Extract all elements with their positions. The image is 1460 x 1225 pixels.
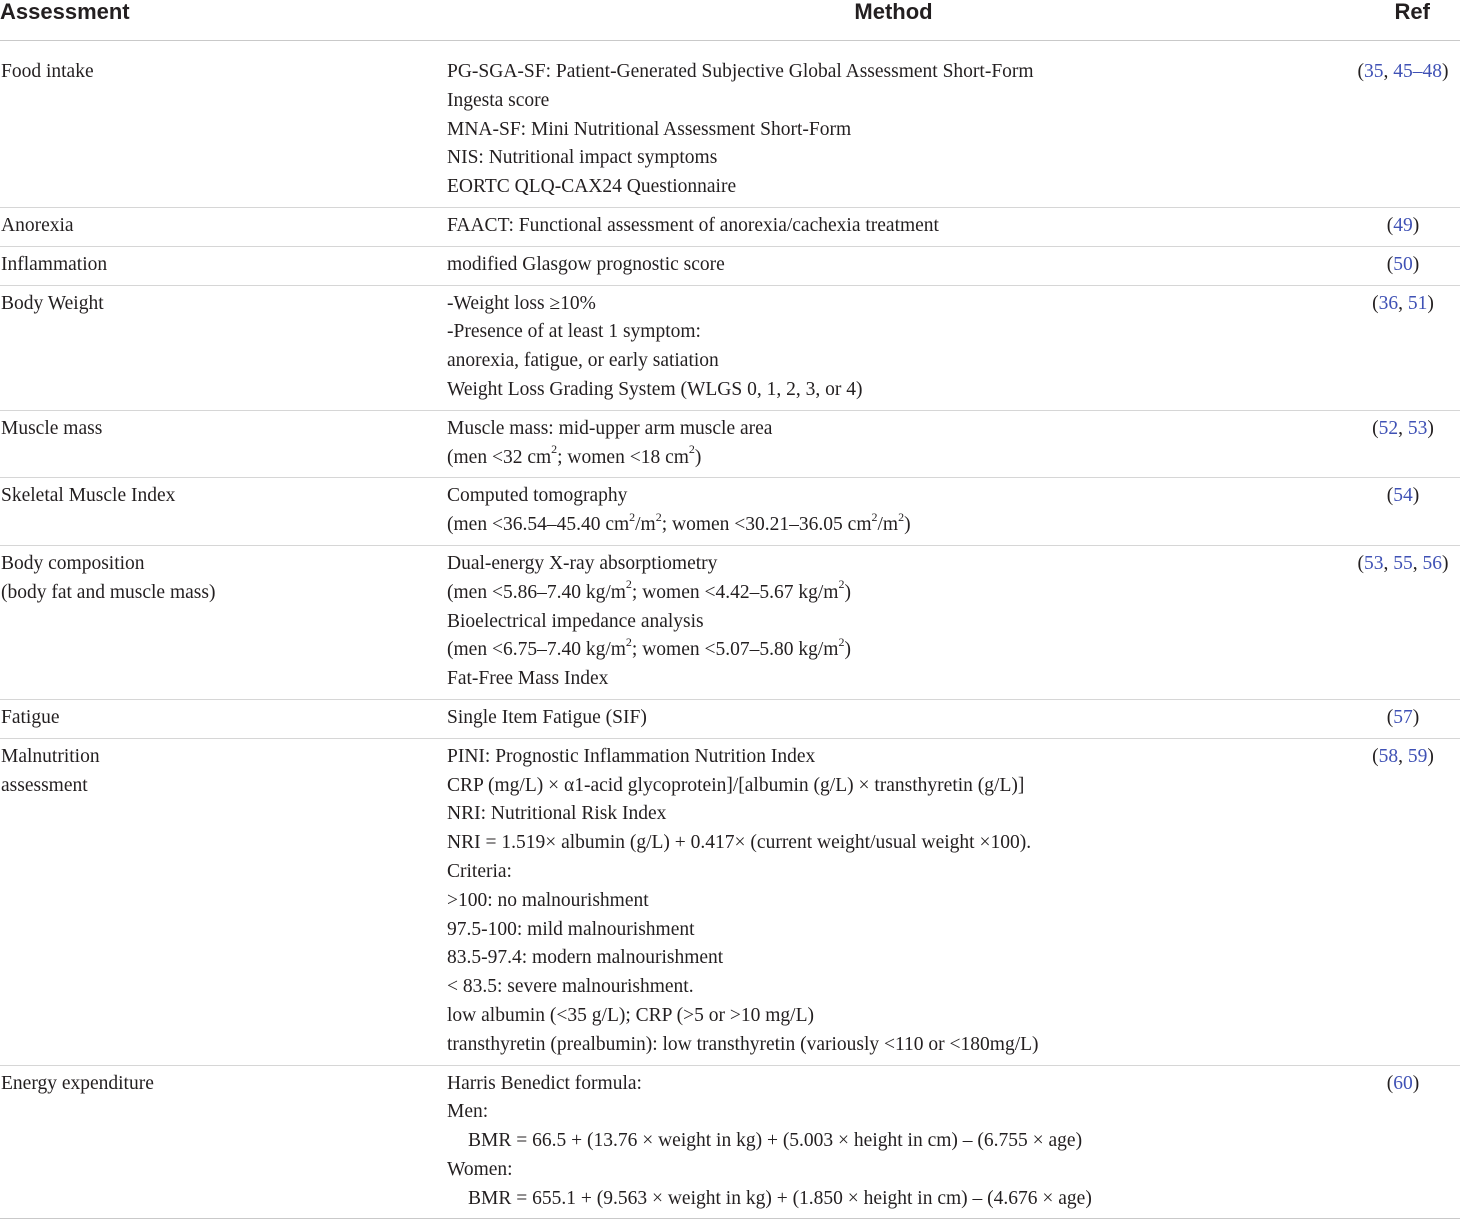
method-cell [447,699,1340,738]
reference-link[interactable]: 52 [1378,417,1399,439]
reference-link[interactable]: 60 [1393,1072,1413,1094]
assessment-text: (body fat and muscle mass) [1,581,216,603]
reference-link[interactable]: 54 [1393,485,1413,507]
method-text: PG-SGA-SF: Patient-Generated Subjective Global Assessment Short-Form [447,61,1034,82]
superscript: 2 [625,577,632,592]
method-text: Harris Benedict formula: [447,1072,642,1094]
method-text: 83.5-97.4: modern malnourishment [447,947,724,969]
assessment-text: Malnutrition [1,745,100,767]
reference-link[interactable]: 57 [1393,706,1413,728]
method-text: transthyretin (prealbumin): low transthyretin (variously <110 or <180mg/L) [447,1033,1039,1055]
table-row [0,699,1460,738]
assessment-text: Inflammation [1,253,108,275]
method-cell [447,41,1340,208]
reference-link[interactable]: 59 [1407,745,1428,767]
superscript: 2 [838,634,845,649]
table-header [0,0,1460,41]
method-text: Ingesta score [447,89,550,111]
method-text: BMR = 655.1 + (9.563 × weight in kg) + (1.850 × height in cm) – (4.676 × age) [468,1187,1092,1209]
method-text: Men: [447,1101,489,1123]
method-text: (men <36.54–45.40 $cm^2/m^2$; women <30.21–36.05 $cm^2/m^2$) [447,509,911,536]
superscript: 2 [688,442,695,457]
method-text: anorexia, fatigue, or early satiation [447,350,719,372]
assessment-cell [0,699,447,738]
method-text: 97.5-100: mild malnourishment [447,918,695,940]
superscript: 2 [655,509,662,524]
method-text: (men <32 $cm^2$; women <18 $cm^2$) [447,442,702,468]
method-text: NIS: Nutritional impact symptoms [447,147,718,169]
superscript: 2 [551,442,558,457]
method-text: Women: [447,1158,513,1180]
reference-link[interactable]: 35 [1364,61,1384,82]
header-ref: Ref [1340,0,1460,41]
assessment-cell [0,738,447,1065]
ref-cell: (53, 55, 56) [1340,545,1460,699]
assessment-cell [0,1065,447,1219]
ref-cell: (35, 45–48) [1340,41,1460,208]
ref-cell: (58, 59) [1340,738,1460,1065]
assessment-text: Anorexia [1,214,74,236]
method-cell [447,246,1340,285]
method-text: CRP (mg/L) × α1-acid glycoprotein]/[albumin (g/L) × transthyretin (g/L)] [447,774,1025,796]
method-cell [447,410,1340,478]
assessment-text: assessment [1,774,88,796]
reference-link[interactable]: 53 [1364,552,1384,574]
assessment-cell [0,285,447,410]
method-text: Criteria: [447,860,512,882]
assessment-text: Skeletal Muscle Index [1,485,176,507]
method-text: Single Item Fatigue (SIF) [447,706,647,728]
superscript: 2 [871,509,878,524]
ref-cell: (49) [1340,207,1460,246]
reference-link[interactable]: 36 [1378,292,1399,314]
reference-link[interactable]: 49 [1393,214,1413,236]
method-cell [447,207,1340,246]
method-text: FAACT: Functional assessment of anorexia/cachexia treatment [447,214,939,236]
assessment-text: Body Weight [1,292,104,314]
ref-cell: (54) [1340,478,1460,546]
method-text: modified Glasgow prognostic score [447,253,725,275]
method-text: Computed tomography [447,485,628,507]
method-cell [447,545,1340,699]
reference-link[interactable]: 51 [1407,292,1428,314]
assessment-cell [0,545,447,699]
superscript: 2 [898,509,905,524]
assessment-text: Muscle mass [1,417,103,439]
reference-link[interactable]: 53 [1407,417,1428,439]
assessment-text: Fatigue [1,706,60,728]
method-text: >100: no malnourishment [447,889,649,911]
method-text: (men <5.86–7.40 $kg/m^2$; women <4.42–5.67 $kg/m^2$) [447,577,851,603]
table-row [0,410,1460,478]
method-text: PINI: Prognostic Inflammation Nutrition Index [447,745,816,767]
reference-link[interactable]: 50 [1393,253,1413,275]
ref-cell: (60) [1340,1065,1460,1219]
table-body [0,41,1460,1219]
table-row [0,1065,1460,1219]
method-text: BMR = 66.5 + (13.76 × weight in kg) + (5.003 × height in cm) – (6.755 × age) [468,1130,1083,1152]
method-text: (men <6.75–7.40 $kg/m^2$; women <5.07–5.80 $kg/m^2$) [447,634,851,661]
assessment-cell [0,478,447,546]
reference-link[interactable]: 58 [1378,745,1399,767]
table-row [0,478,1460,546]
assessment-cell [0,41,447,208]
table-row [0,246,1460,285]
ref-cell: (36, 51) [1340,285,1460,410]
header-assessment: Assessment [0,0,447,41]
table-row [0,545,1460,699]
method-text: Fat-Free Mass Index [447,668,609,690]
table-row [0,738,1460,1065]
method-text: Dual-energy X-ray absorptiometry [447,552,718,574]
assessment-text: Energy expenditure [1,1072,154,1094]
reference-link[interactable]: 45–48 [1393,61,1442,82]
ref-cell: (50) [1340,246,1460,285]
method-text: Bioelectrical impedance analysis [447,610,704,632]
table-row [0,207,1460,246]
superscript: 2 [629,509,636,524]
assessment-text: Body composition [1,552,145,574]
method-text: MNA-SF: Mini Nutritional Assessment Short-Form [447,118,852,140]
method-text: -Weight loss ≥10% [447,292,596,314]
superscript: 2 [625,634,632,649]
method-cell [447,478,1340,546]
assessment-cell [0,410,447,478]
assessment-cell [0,207,447,246]
table-row [0,41,1460,208]
table-row [0,285,1460,410]
ref-cell: (52, 53) [1340,410,1460,478]
assessment-cell [0,246,447,285]
method-text: EORTC QLQ-CAX24 Questionnaire [447,176,737,198]
assessment-text: Food intake [1,61,94,82]
method-text: Muscle mass: mid-upper arm muscle area [447,417,773,439]
method-cell [447,738,1340,1065]
method-text: < 83.5: severe malnourishment. [447,976,694,998]
method-text: NRI: Nutritional Risk Index [447,803,667,825]
header-method: Method [447,0,1340,41]
method-cell [447,1065,1340,1219]
method-text: Weight Loss Grading System (WLGS 0, 1, 2, 3, or 4) [447,378,863,400]
method-text: low albumin (<35 g/L); CRP (>5 or >10 mg/L) [447,1004,814,1026]
method-cell [447,285,1340,410]
ref-cell: (57) [1340,699,1460,738]
method-text: -Presence of at least 1 symptom: [447,321,701,343]
method-text: NRI = 1.519× albumin (g/L) + 0.417× (current weight/usual weight ×100). [447,832,1032,854]
superscript: 2 [838,577,845,592]
reference-link[interactable]: 56 [1422,552,1442,574]
reference-link[interactable]: 55 [1393,552,1413,574]
